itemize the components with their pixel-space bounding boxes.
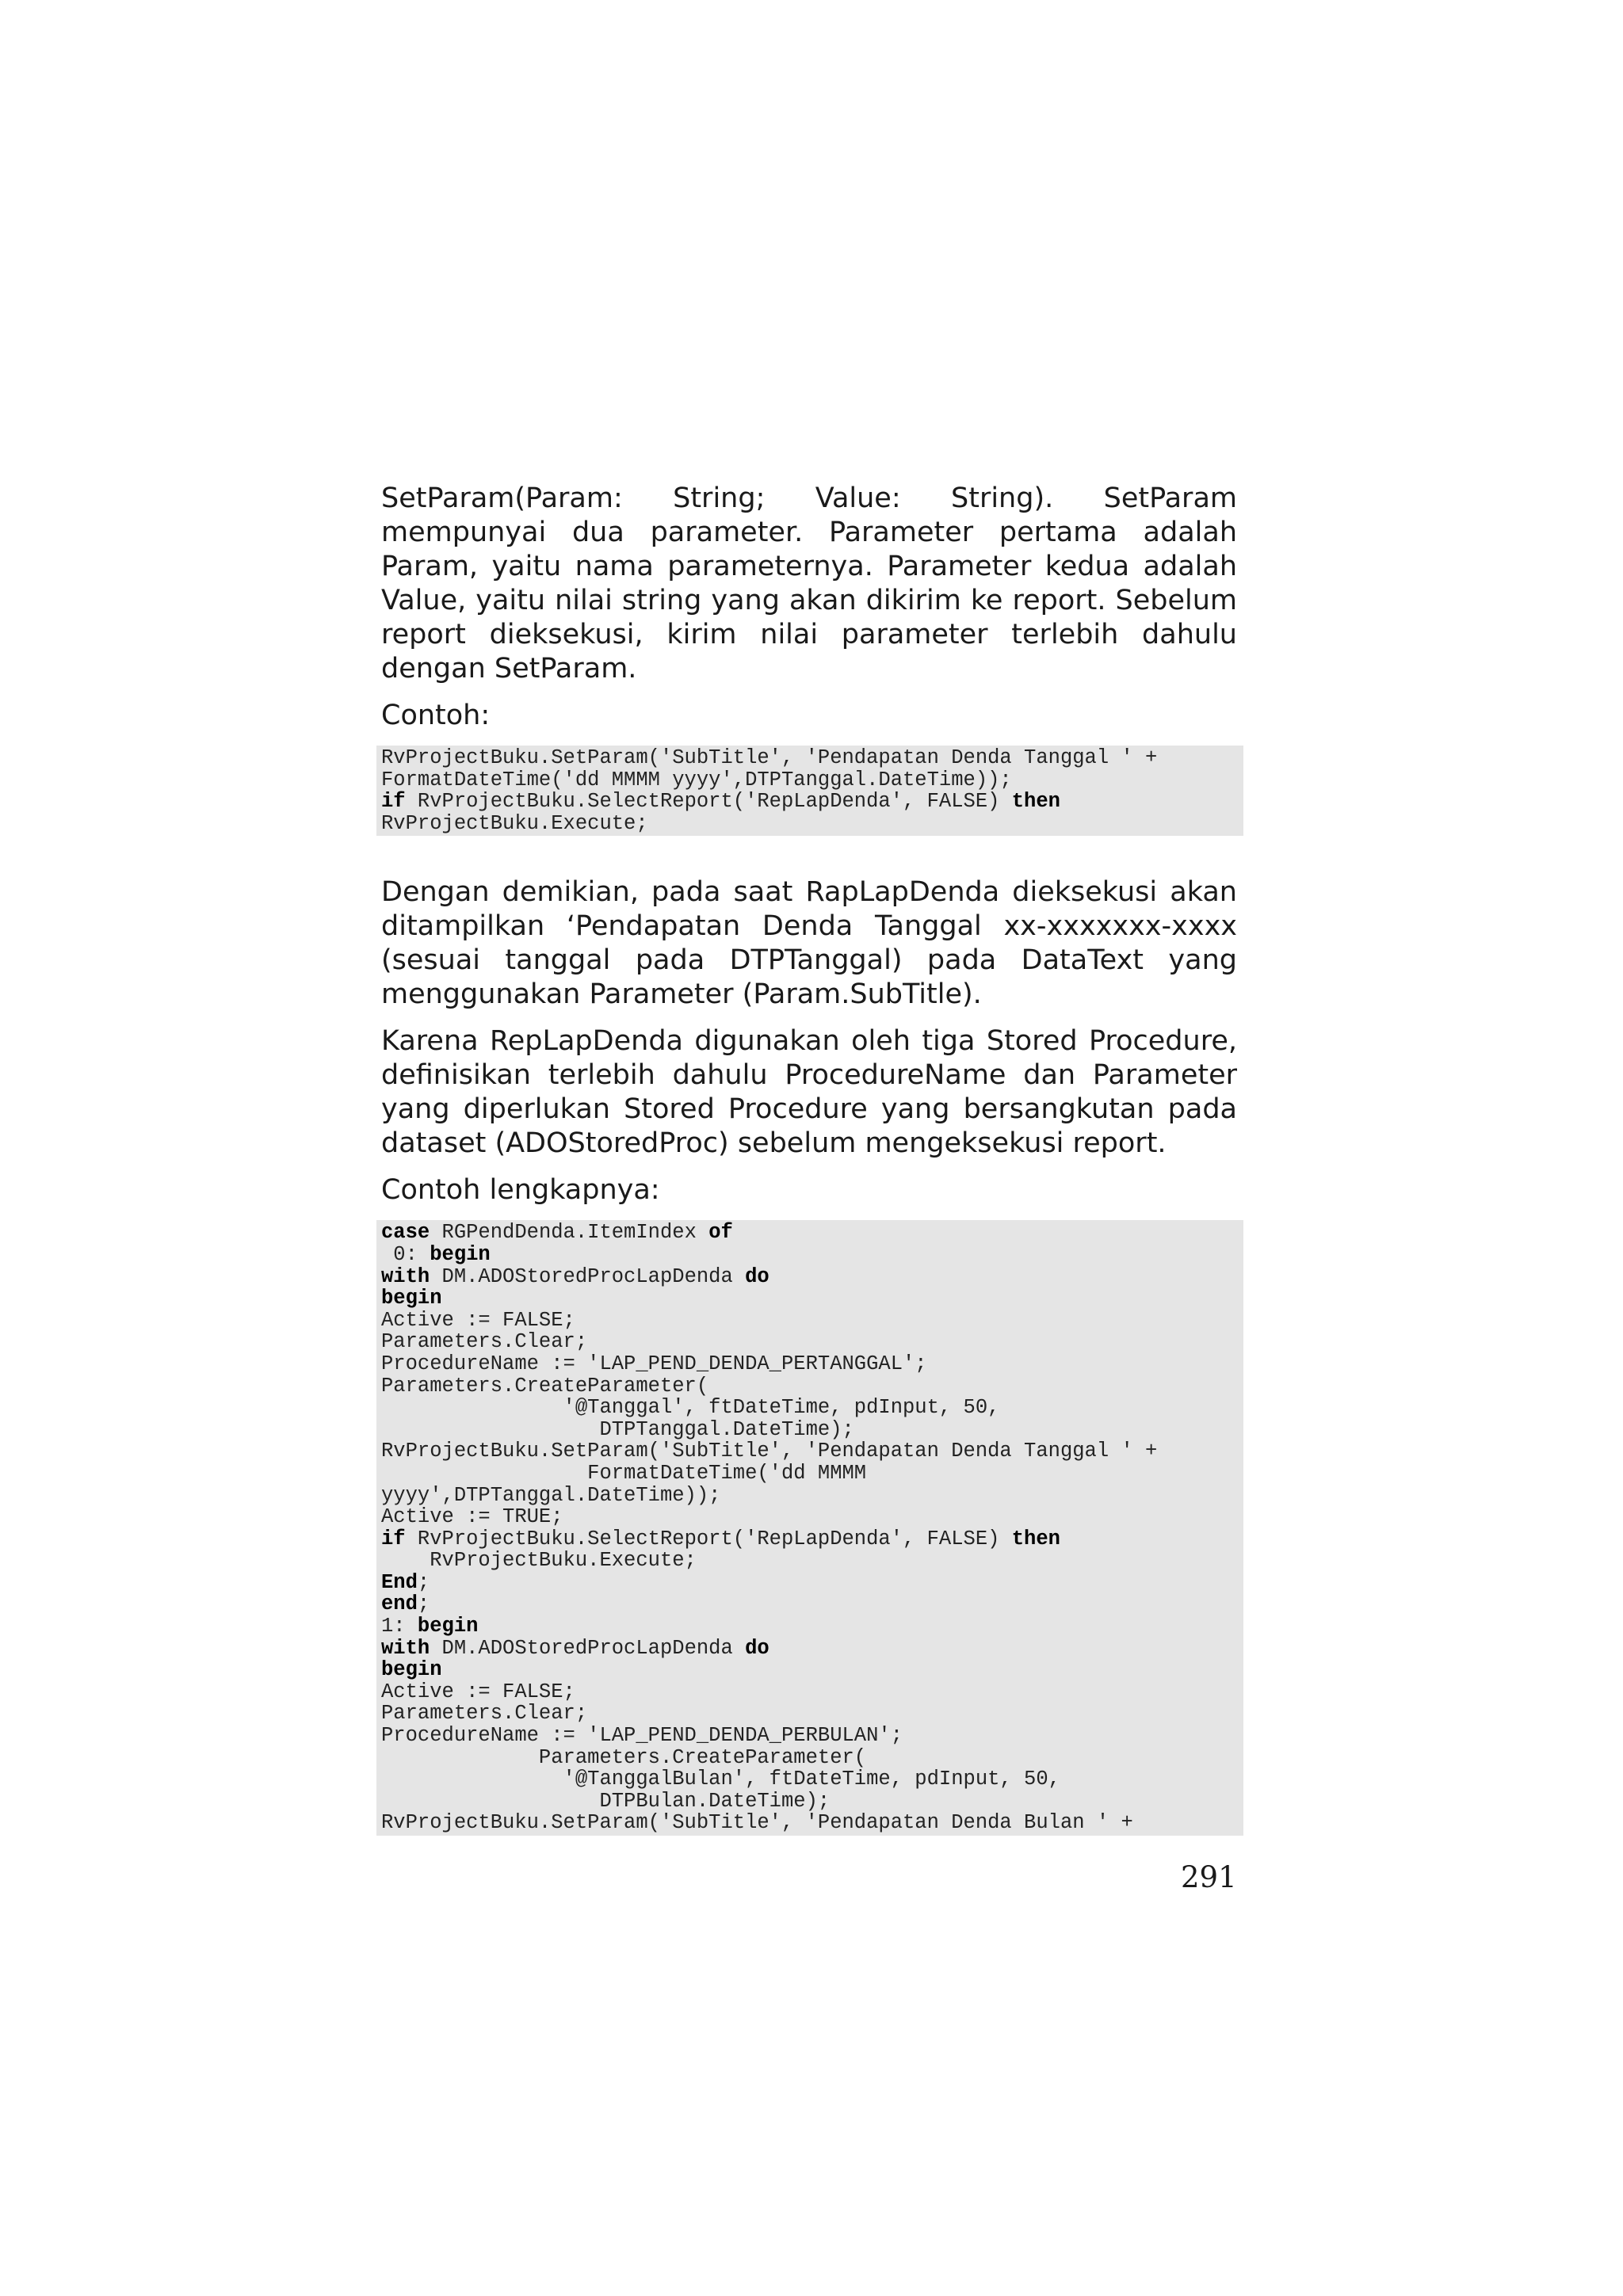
code-keyword: then — [1011, 1527, 1060, 1550]
code-keyword: begin — [417, 1615, 479, 1638]
code-line — [381, 1266, 1243, 1288]
code-line — [381, 813, 1243, 835]
code-line — [381, 1244, 1243, 1266]
code-text: ProcedureName := 'LAP_PEND_DENDA_PERTANGGAL'; — [381, 1352, 927, 1375]
code-keyword: with — [381, 1636, 430, 1660]
code-text: DTPTanggal.DateTime); — [381, 1417, 854, 1441]
code-keyword: with — [381, 1264, 430, 1288]
code-text: FormatDateTime('dd MMMM yyyy',DTPTanggal.DateTime)); — [381, 768, 1012, 791]
code-text: Parameters.CreateParameter( — [381, 1374, 709, 1398]
code-line — [381, 1528, 1243, 1550]
code-line — [381, 747, 1243, 769]
code-line — [381, 1310, 1243, 1332]
code-text: Parameters.CreateParameter( — [381, 1745, 867, 1769]
code-keyword: do — [745, 1264, 769, 1288]
code-line — [381, 1659, 1243, 1681]
code-line — [381, 1703, 1243, 1725]
code-text: 1: — [381, 1615, 418, 1638]
code-keyword: begin — [381, 1658, 442, 1682]
code-text: RvProjectBuku.SelectReport('RepLapDenda', FALSE) — [405, 1527, 1012, 1550]
code-line — [381, 1331, 1243, 1353]
code-text: yyyy',DTPTanggal.DateTime)); — [381, 1483, 721, 1507]
code-text: RvProjectBuku.SelectReport('RepLapDenda', FALSE) — [405, 790, 1012, 814]
code-keyword: End — [381, 1570, 418, 1594]
code-line — [381, 791, 1243, 813]
code-text: 0: — [381, 1242, 430, 1266]
code-text: RvProjectBuku.Execute; — [381, 1549, 697, 1573]
code-text: RvProjectBuku.SetParam('SubTitle', 'Pendapatan Denda Tanggal ' + — [381, 746, 1158, 769]
code-keyword: do — [745, 1636, 769, 1660]
code-line — [381, 1485, 1243, 1507]
code-text: '@Tanggal', ftDateTime, pdInput, 50, — [381, 1396, 1000, 1420]
code-keyword: if — [381, 790, 406, 814]
code-keyword: then — [1011, 790, 1060, 814]
code-text: DTPBulan.DateTime); — [381, 1789, 831, 1813]
code-text: Active := FALSE; — [381, 1680, 575, 1703]
code-text: DM.ADOStoredProcLapDenda — [430, 1264, 746, 1288]
code-line — [381, 1812, 1243, 1834]
code-line — [381, 769, 1243, 791]
code-line — [381, 1287, 1243, 1310]
code-text: Active := TRUE; — [381, 1505, 563, 1529]
code-line — [381, 1506, 1243, 1528]
code-text: RvProjectBuku.SetParam('SubTitle', 'Pendapatan Denda Tanggal ' + — [381, 1440, 1158, 1463]
paragraph-stored-procedure-note: Karena RepLapDenda digunakan oleh tiga Stored Procedure, definisikan terlebih dahulu ProcedureName dan Parameter yang diperlukan Stored Procedure yang bersangkutan pada dataset (ADOStoredProc) sebelum mengeksekusi report. — [381, 1025, 1237, 1160]
code-text: ; — [417, 1592, 430, 1616]
code-block-example — [376, 746, 1243, 836]
code-line — [381, 1768, 1243, 1791]
code-text: Active := FALSE; — [381, 1308, 575, 1332]
full-example-label: Contoh lengkapnya: — [381, 1174, 660, 1207]
paragraph-setparam-description: SetParam(Param: String; Value: String). SetParam mempunyai dua parameter. Parameter pertama adalah Param, yaitu nama parameternya. Parameter kedua adalah Value, yaitu nilai string yang akan dikirim ke report. Sebelum report dieksekusi, kirim nilai parameter terlebih dahulu dengan SetParam. — [381, 482, 1237, 685]
code-text: '@TanggalBulan', ftDateTime, pdInput, 50, — [381, 1768, 1060, 1791]
code-line — [381, 1440, 1243, 1463]
code-line — [381, 1638, 1243, 1660]
code-line — [381, 1572, 1243, 1594]
page-content — [381, 482, 1237, 1836]
code-text: Parameters.Clear; — [381, 1702, 588, 1726]
code-text: RvProjectBuku.Execute; — [381, 811, 648, 835]
code-text: FormatDateTime('dd MMMM — [381, 1461, 867, 1485]
code-text: RvProjectBuku.SetParam('SubTitle', 'Pendapatan Denda Bulan ' + — [381, 1811, 1133, 1835]
code-line — [381, 1615, 1243, 1638]
code-line — [381, 1791, 1243, 1813]
code-text: ProcedureName := 'LAP_PEND_DENDA_PERBULAN'; — [381, 1724, 903, 1748]
code-keyword: case — [381, 1221, 430, 1245]
code-block-full-example — [376, 1220, 1243, 1836]
code-keyword: of — [708, 1221, 733, 1245]
code-line — [381, 1397, 1243, 1419]
code-text: RGPendDenda.ItemIndex — [430, 1221, 709, 1245]
code-text: Parameters.Clear; — [381, 1330, 588, 1354]
code-line — [381, 1550, 1243, 1572]
page-number: 291 — [1181, 1860, 1237, 1894]
code-line — [381, 1681, 1243, 1703]
example-label: Contoh: — [381, 700, 491, 731]
code-line — [381, 1222, 1243, 1244]
code-keyword: begin — [381, 1287, 442, 1310]
code-keyword: begin — [430, 1242, 491, 1266]
code-text: DM.ADOStoredProcLapDenda — [430, 1636, 746, 1660]
code-line — [381, 1375, 1243, 1398]
code-text: ; — [417, 1570, 430, 1594]
code-keyword: if — [381, 1527, 406, 1550]
code-line — [381, 1419, 1243, 1441]
paragraph-execution-result: Dengan demikian, pada saat RapLapDenda dieksekusi akan ditampilkan ‘Pendapatan Denda Tanggal xx-xxxxxxx-xxxx (sesuai tanggal pada DTPTanggal) pada DataText yang menggunakan Parameter (Param.SubTitle). — [381, 876, 1237, 1011]
code-line — [381, 1353, 1243, 1375]
code-line — [381, 1725, 1243, 1747]
code-keyword: end — [381, 1592, 418, 1616]
code-line — [381, 1463, 1243, 1485]
code-line — [381, 1593, 1243, 1615]
code-line — [381, 1747, 1243, 1769]
